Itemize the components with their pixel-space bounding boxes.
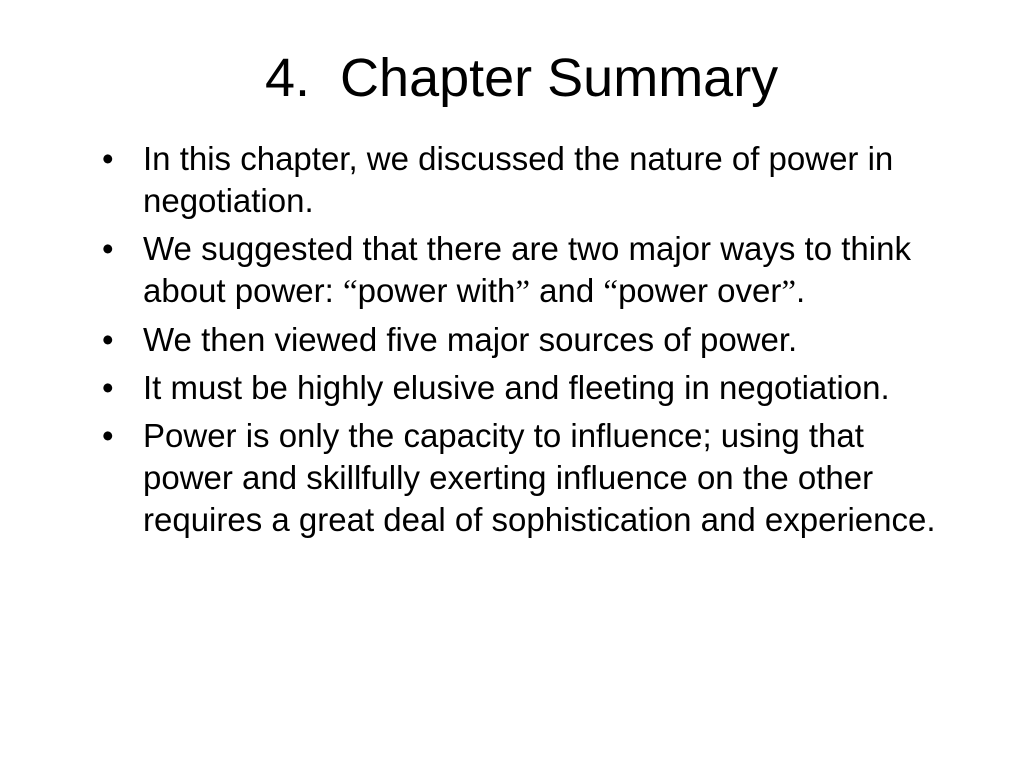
bullet-text-4: It must be highly elusive and fleeting in negotiation.	[143, 369, 890, 406]
close-quote-mark: ”	[515, 274, 531, 310]
slide-title: 4. Chapter Summary	[265, 48, 779, 108]
bullet-text-1: In this chapter, we discussed the nature of power in negotiation.	[143, 140, 894, 219]
bullet-item-3	[100, 319, 950, 361]
bullet-icon: •	[102, 321, 114, 358]
bullet-icon: •	[102, 417, 114, 454]
close-quote-mark: ”	[781, 274, 796, 310]
bullet-item-5	[100, 415, 950, 541]
bullet-text-2-before: We suggested that there are two major ways to think about power:	[143, 230, 911, 309]
open-quote-mark: “	[342, 274, 358, 310]
bullet-text-2-middle: and	[530, 272, 604, 309]
open-quote-mark: “	[603, 274, 619, 310]
bullet-text-2	[143, 230, 911, 309]
bullet-item-1	[100, 138, 950, 222]
bullet-icon: •	[102, 140, 114, 177]
bullet-text-3: We then viewed five major sources of power.	[143, 321, 798, 358]
bullet-icon: •	[102, 230, 114, 267]
bullet-text-5: Power is only the capacity to influence; using that power and skillfully exerting influence on the other requires a great deal of sophistication and experience.	[143, 417, 936, 538]
quoted-term-power-over: power over	[618, 272, 782, 309]
bullet-text-2-after: .	[795, 272, 806, 309]
bullet-list	[100, 138, 950, 547]
quoted-term-power-with: power with	[357, 272, 516, 309]
bullet-icon: •	[102, 369, 114, 406]
bullet-item-4	[100, 367, 950, 409]
bullet-item-2	[100, 228, 950, 313]
